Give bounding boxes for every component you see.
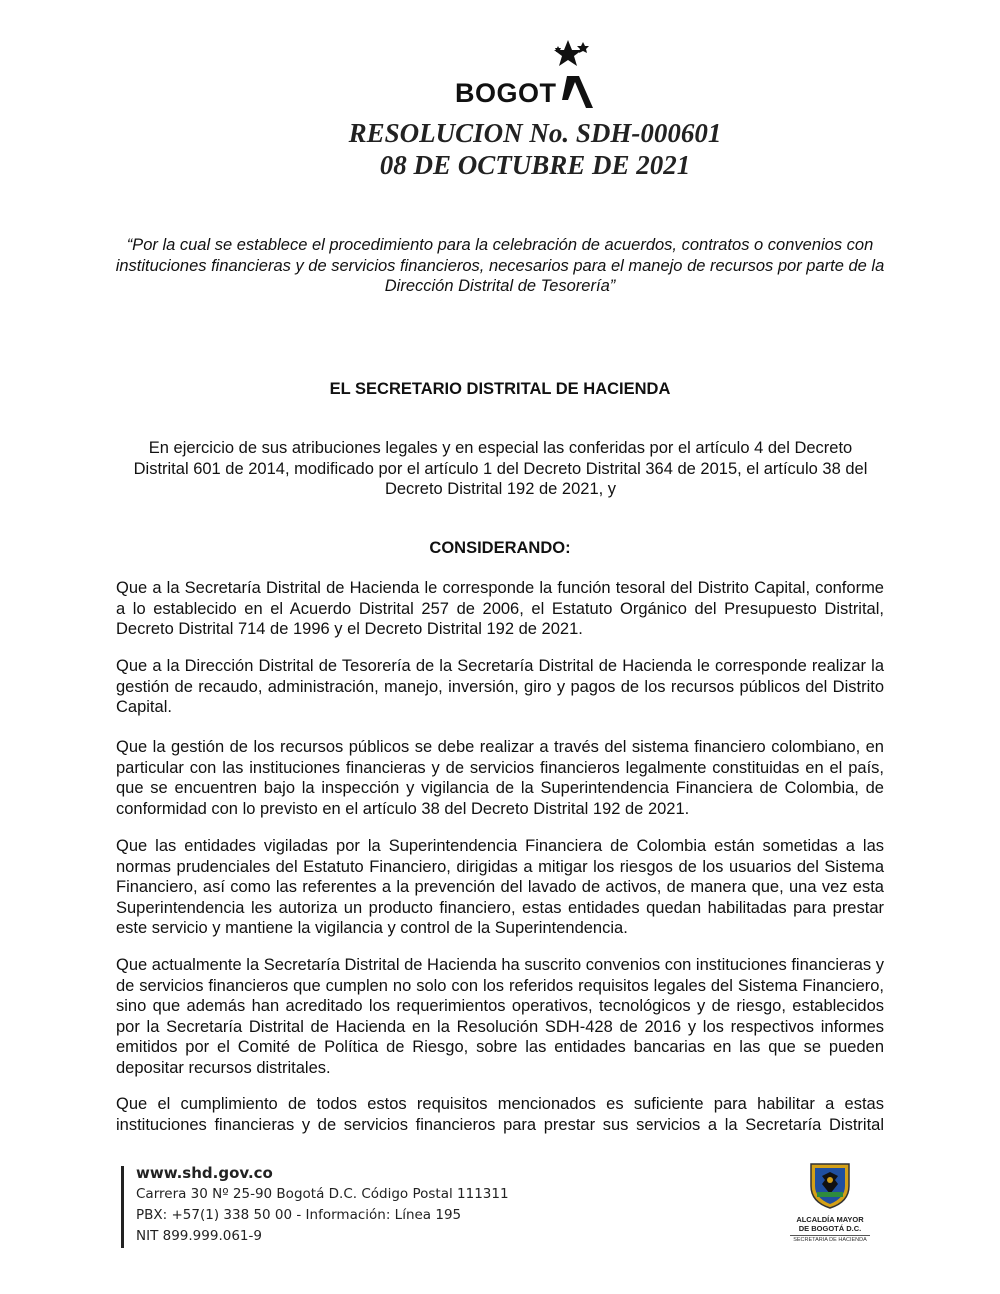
resolution-date: 08 DE OCTUBRE DE 2021 — [379, 150, 691, 180]
resolution-number: RESOLUCION No. SDH-000601 — [348, 118, 722, 148]
alcaldia-seal — [790, 1160, 870, 1243]
footer-website-link[interactable]: www.shd.gov.co — [136, 1164, 273, 1182]
footer-nit: NIT 899.999.061-9 — [136, 1228, 262, 1244]
intro-paragraph: En ejercicio de sus atribuciones legales y en especial las conferidas por el artículo 4 del Decreto Distrital 601 de 2014, modificado por el artículo 1 del Decreto Distrital 364 de 2015, el artículo 38 del Decreto Distrital 192 de 2021, y — [133, 439, 868, 498]
considerando-heading: CONSIDERANDO: — [429, 539, 571, 557]
paragraph: Que actualmente la Secretaría Distrital de Hacienda ha suscrito convenios con instituciones financieras y de servicios financieros que cumplen no solo con los referidos requisitos legales del Sistema Financiero, sino que además han acreditado los requerimientos operativos, tecnológicos y de riesgo, establecidos por la Secretaría Distrital de Hacienda en la Resolución SDH-428 de 2016 y los respectivos informes emitidos por el Comité de Política de Riesgo, sobre las entidades bancarias en las que se pueden depositar recursos distritales. — [116, 956, 884, 1077]
seal-line-1: ALCALDÍA MAYOR — [796, 1215, 864, 1224]
logo-text: BOGOT — [455, 78, 557, 108]
paragraph: Que las entidades vigiladas por la Superintendencia Financiera de Colombia están sometidas a las normas prudenciales del Estatuto Financiero, dirigidas a mitigar los riesgos de los usuarios del Sistema Financiero, así como las referentes a la prevención del lavado de activos, de manera que, una vez esta Superintendencia les autoriza un producto financiero, estas entidades quedan habilitadas para prestar este servicio y mantiene la vigilancia y control de la Superintendencia. — [116, 837, 884, 937]
paragraph: Que a la Secretaría Distrital de Hacienda le corresponde la función tesoral del Distrito Capital, conforme a lo establecido en el Acuerdo Distrital 257 de 2006, el Estatuto Orgánico del Presupuesto Distrital, Decreto Distrital 714 de 1996 y el Decreto Distrital 192 de 2021. — [116, 579, 884, 638]
paragraph: Que el cumplimiento de todos estos requisitos mencionados es suficiente para habilitar a estas instituciones financieras y de servicios financieros para prestar sus servicios a la Secretaría Distrital — [116, 1095, 884, 1134]
coat-of-arms-icon — [807, 1160, 853, 1210]
footer-divider — [121, 1166, 124, 1248]
seal-line-2: DE BOGOTÁ D.C. — [798, 1224, 862, 1233]
resolution-subject: “Por la cual se establece el procedimiento para la celebración de acuerdos, contratos o convenios con instituciones financieras y de servicios financieros, necesarios para el manejo de recursos por parte de la Dirección Distrital de Tesorería” — [115, 236, 885, 295]
paragraph-container — [0, 1094, 1000, 1135]
authority-heading: EL SECRETARIO DISTRITAL DE HACIENDA — [329, 380, 671, 398]
paragraph: Que a la Dirección Distrital de Tesorería de la Secretaría Distrital de Hacienda le corresponde realizar la gestión de recaudo, administración, manejo, inversión, giro y pagos de los recursos públicos del Distrito Capital. — [116, 657, 884, 716]
footer-address: Carrera 30 Nº 25-90 Bogotá D.C. Código Postal 111311 — [136, 1186, 509, 1202]
bogota-logo — [455, 38, 605, 110]
seal-line-3: SECRETARIA DE HACIENDA — [790, 1235, 870, 1243]
footer-phone: PBX: +57(1) 338 50 00 - Información: Línea 195 — [136, 1207, 462, 1223]
footer-contact — [136, 1163, 509, 1247]
paragraph: Que la gestión de los recursos públicos se debe realizar a través del sistema financiero colombiano, en particular con las instituciones financieras y de servicios financieros legalmente constituidas en el país, que se encuentren bajo la inspección y vigilancia de la Superintendencia Financiera de Colombia, de conformidad con lo previsto en el artículo 38 del Decreto Distrital 192 de 2021. — [116, 738, 884, 818]
